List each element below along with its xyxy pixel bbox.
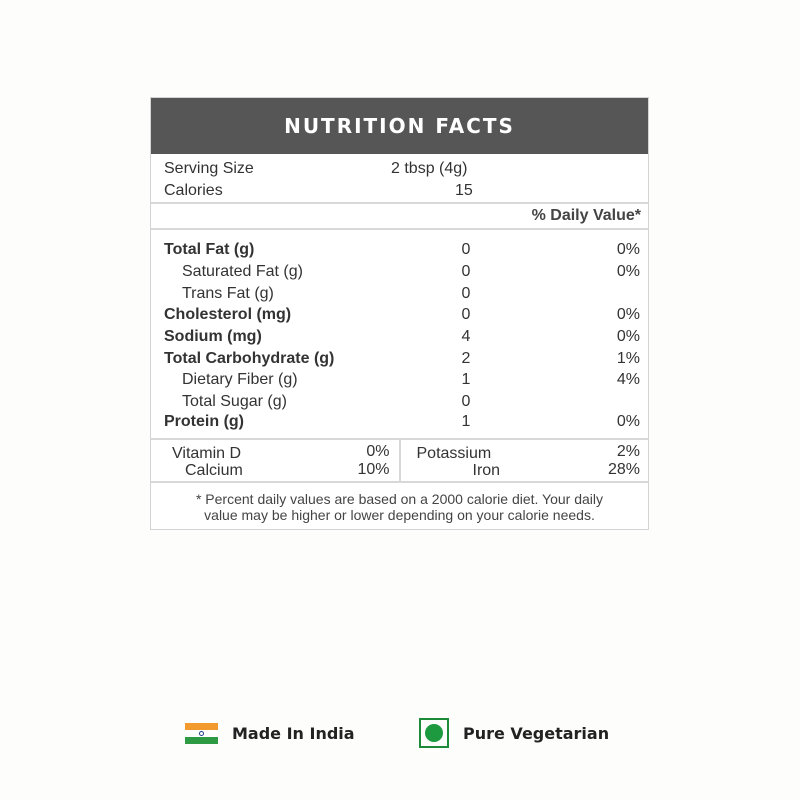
pure-vegetarian-label: Pure Vegetarian bbox=[463, 723, 610, 743]
nutrient-amount: 1 bbox=[461, 371, 471, 388]
badges-row bbox=[0, 716, 800, 750]
nutrient-amount: 0 bbox=[461, 393, 471, 410]
nutrient-amount: 0 bbox=[461, 263, 471, 280]
nutrient-percent: 0% bbox=[616, 413, 640, 430]
nutrient-label: Dietary Fiber (g) bbox=[182, 371, 298, 388]
nutrient-amount: 1 bbox=[461, 413, 471, 430]
vitamins-left-column bbox=[151, 440, 401, 481]
nutrient-label: Saturated Fat (g) bbox=[182, 263, 303, 280]
footnote-line-1: * Percent daily values are based on a 2000 calorie diet. Your daily bbox=[195, 491, 604, 507]
nutrient-amount: 0 bbox=[461, 285, 471, 302]
calcium-label: Calcium bbox=[185, 462, 243, 479]
vegetarian-mark-icon bbox=[419, 718, 449, 748]
calories-value: 15 bbox=[455, 182, 473, 199]
calories-label: Calories bbox=[164, 182, 223, 199]
vitamins-right-column bbox=[401, 440, 649, 481]
nutrient-table bbox=[151, 230, 648, 440]
nutrient-percent: 0% bbox=[616, 241, 640, 258]
nutrient-row bbox=[151, 328, 648, 348]
iron-label: Iron bbox=[472, 462, 501, 479]
serving-size-label: Serving Size bbox=[164, 160, 254, 177]
nutrient-row bbox=[151, 285, 648, 305]
vitamins-section bbox=[151, 440, 648, 483]
serving-size-value: 2 tbsp (4g) bbox=[391, 160, 468, 177]
nutrient-label: Total Carbohydrate (g) bbox=[164, 350, 335, 367]
indian-flag-icon bbox=[185, 723, 218, 744]
daily-value-header: % Daily Value* bbox=[531, 207, 641, 224]
footnote bbox=[151, 483, 648, 529]
nutrient-amount: 0 bbox=[461, 241, 471, 258]
footnote-line-2: value may be higher or lower depending on your calorie needs. bbox=[204, 507, 595, 523]
nutrient-percent: 0% bbox=[616, 263, 640, 280]
nutrient-label: Trans Fat (g) bbox=[182, 285, 274, 302]
daily-value-header-row bbox=[151, 204, 648, 230]
nutrient-row bbox=[151, 413, 648, 433]
nutrient-row bbox=[151, 350, 648, 370]
nutrient-label: Cholesterol (mg) bbox=[164, 306, 292, 323]
calcium-value: 10% bbox=[357, 461, 390, 478]
nutrient-amount: 4 bbox=[461, 328, 471, 345]
potassium-label: Potassium bbox=[416, 445, 492, 462]
nutrient-row bbox=[151, 371, 648, 391]
nutrient-amount: 2 bbox=[461, 350, 471, 367]
nutrient-row bbox=[151, 263, 648, 283]
nutrient-row bbox=[151, 393, 648, 413]
nutrition-facts-title: NUTRITION FACTS bbox=[151, 98, 648, 154]
vitamin-d-value: 0% bbox=[366, 443, 390, 460]
iron-value: 28% bbox=[607, 461, 640, 478]
nutrient-label: Total Sugar (g) bbox=[182, 393, 287, 410]
potassium-value: 2% bbox=[616, 443, 640, 460]
nutrition-facts-panel bbox=[150, 97, 649, 530]
nutrient-amount: 0 bbox=[461, 306, 471, 323]
nutrient-row bbox=[151, 241, 648, 261]
nutrient-label: Sodium (mg) bbox=[164, 328, 262, 345]
nutrient-percent: 4% bbox=[616, 371, 640, 388]
made-in-india-badge bbox=[185, 716, 355, 750]
pure-vegetarian-badge bbox=[419, 716, 609, 750]
nutrient-percent: 0% bbox=[616, 306, 640, 323]
nutrient-label: Protein (g) bbox=[164, 413, 244, 430]
serving-section bbox=[151, 154, 648, 204]
made-in-india-label: Made In India bbox=[232, 723, 355, 743]
nutrient-percent: 0% bbox=[616, 328, 640, 345]
nutrient-row bbox=[151, 306, 648, 326]
nutrient-label: Total Fat (g) bbox=[164, 241, 255, 258]
nutrient-percent: 1% bbox=[616, 350, 640, 367]
vitamin-d-label: Vitamin D bbox=[172, 445, 242, 462]
